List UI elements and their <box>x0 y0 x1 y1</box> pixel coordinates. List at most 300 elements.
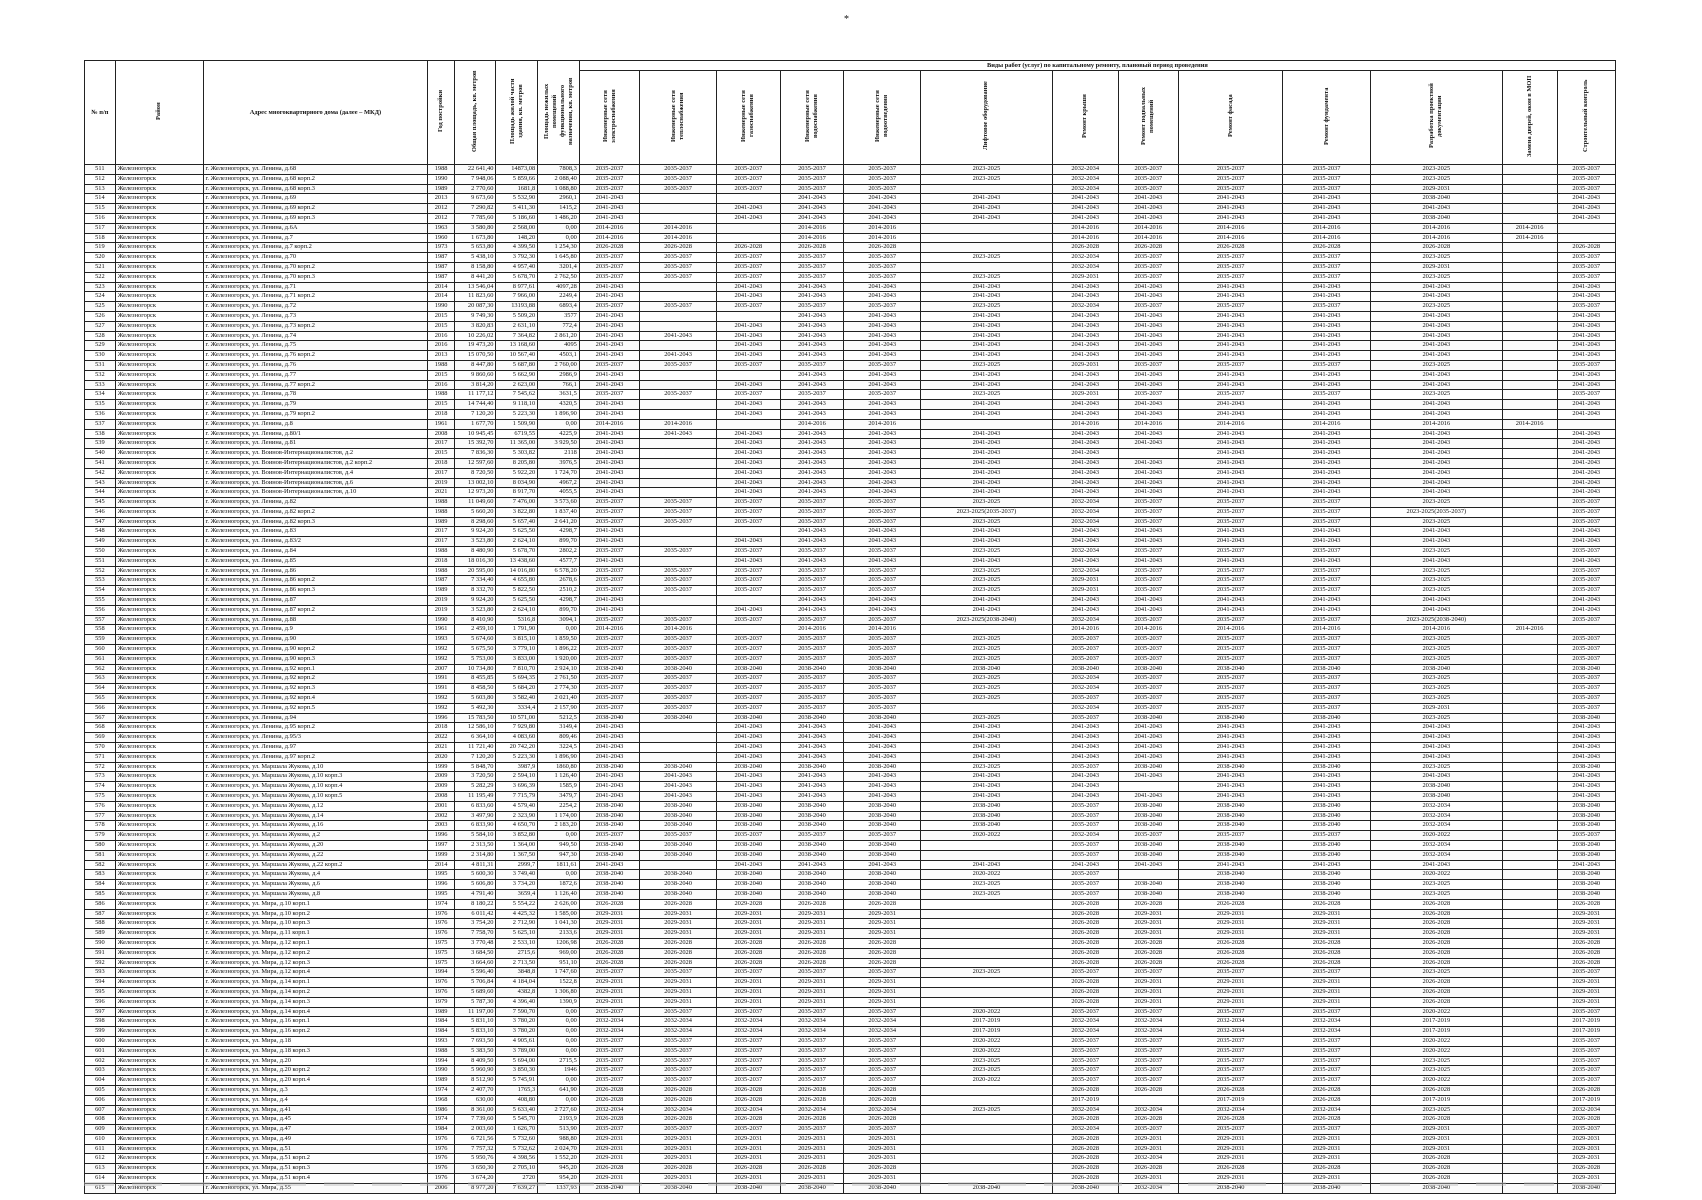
table-cell: 1990 <box>428 1066 454 1076</box>
table-cell: 2029-2031 <box>1118 987 1178 997</box>
table-cell: 2035-2037 <box>780 1046 844 1056</box>
table-cell: 566 <box>85 703 116 713</box>
table-cell: 2035-2037 <box>1557 1056 1615 1066</box>
table-cell: 2019 <box>428 596 454 606</box>
table-cell: 2021 <box>428 743 454 753</box>
table-cell: 2041-2043 <box>1283 213 1371 223</box>
table-cell: 2038-2040 <box>780 713 844 723</box>
table-row <box>85 978 1616 988</box>
table-cell: 2029-2031 <box>1371 184 1503 194</box>
table-cell: Железногорск <box>115 213 203 223</box>
table-cell: г. Железногорск, ул. Ленина, д.82 <box>203 498 428 508</box>
table-cell: 2023-2025 <box>1371 674 1503 684</box>
table-cell: 2035-2037 <box>717 694 781 704</box>
table-cell: 2035-2037 <box>1178 586 1282 596</box>
table-cell <box>717 370 781 380</box>
table-cell: 2014-2016 <box>1178 419 1282 429</box>
table-cell: 2035-2037 <box>844 1066 921 1076</box>
table-cell: 5 732,62 <box>496 1144 538 1154</box>
table-cell: 2035-2037 <box>717 586 781 596</box>
table-cell: 2041-2043 <box>1283 351 1371 361</box>
table-cell: 2032-2034 <box>717 1027 781 1037</box>
table-cell: 597 <box>85 1007 116 1017</box>
table-cell: 2041-2043 <box>844 556 921 566</box>
table-cell: 2023-2025 <box>921 713 1053 723</box>
table-cell: 5 303,82 <box>496 449 538 459</box>
table-cell: 2026-2028 <box>844 1085 921 1095</box>
table-cell: 2026-2028 <box>1118 1164 1178 1174</box>
table-cell: г. Железногорск, ул. Ленина, д.86 <box>203 566 428 576</box>
table-cell: 2041-2043 <box>1052 792 1118 802</box>
table-cell: 8 205,80 <box>496 458 538 468</box>
table-cell: г. Железногорск, ул. Ленина, д.69 корп.2 <box>203 204 428 214</box>
table-row <box>85 331 1616 341</box>
table-cell: 554 <box>85 586 116 596</box>
table-cell: 2038-2040 <box>780 870 844 880</box>
table-cell: 1 041,30 <box>538 919 580 929</box>
table-cell: 2041-2043 <box>844 282 921 292</box>
table-cell: г. Железногорск, ул. Ленина, д.73 <box>203 311 428 321</box>
table-cell: 583 <box>85 870 116 880</box>
table-cell: 2041-2043 <box>844 370 921 380</box>
table-cell: 2032-2034 <box>1371 850 1503 860</box>
table-row <box>85 870 1616 880</box>
table-cell: 2026-2028 <box>1557 1164 1615 1174</box>
table-cell: 10 226,02 <box>454 331 496 341</box>
table-cell: 2023-2025 <box>1371 654 1503 664</box>
table-cell: 2038-2040 <box>1283 801 1371 811</box>
table-cell: 1811,61 <box>538 860 580 870</box>
table-cell: 2035-2037 <box>1178 654 1282 664</box>
table-cell: 2032-2034 <box>1118 1017 1178 1027</box>
table-cell <box>1502 302 1557 312</box>
table-cell: 2254,2 <box>538 801 580 811</box>
table-cell: г. Железногорск, ул. Маршала Жукова, д.10 <box>203 762 428 772</box>
table-cell: 2041-2043 <box>717 792 781 802</box>
table-cell: 2041-2043 <box>1052 458 1118 468</box>
table-row <box>85 292 1616 302</box>
table-cell: 1860,80 <box>538 762 580 772</box>
table-cell: 2029-2031 <box>1557 1134 1615 1144</box>
table-cell: 1992 <box>428 645 454 655</box>
table-cell: 2029-2031 <box>1052 272 1118 282</box>
table-cell: 5 603,80 <box>454 694 496 704</box>
table-cell: 2035-2037 <box>780 1007 844 1017</box>
table-cell: 9 118,10 <box>496 400 538 410</box>
table-cell <box>717 527 781 537</box>
table-cell: 2041-2043 <box>780 449 844 459</box>
table-cell: 576 <box>85 801 116 811</box>
table-cell: 2035-2037 <box>1283 302 1371 312</box>
table-cell: 545 <box>85 498 116 508</box>
table-cell: 2 631,10 <box>496 321 538 331</box>
table-cell <box>921 948 1053 958</box>
table-cell: 2035-2037 <box>1283 586 1371 596</box>
table-cell: г. Железногорск, ул. Ленина, д.94 <box>203 713 428 723</box>
table-cell: 2035-2037 <box>1052 889 1118 899</box>
table-cell: 2001 <box>428 801 454 811</box>
table-cell: 2 761,50 <box>538 674 580 684</box>
table-cell <box>1502 605 1557 615</box>
table-cell: 2035-2037 <box>1557 703 1615 713</box>
table-cell: 2032-2034 <box>1371 811 1503 821</box>
table-cell: 2038-2040 <box>1178 811 1282 821</box>
table-cell: 2029-2031 <box>1118 1174 1178 1184</box>
table-cell: 2041-2043 <box>717 213 781 223</box>
table-cell: 2041-2043 <box>780 860 844 870</box>
table-cell: 2035-2037 <box>579 1056 639 1066</box>
work-header-3: Инженерные сети водоснабжения <box>780 71 844 165</box>
table-cell: 2038-2040 <box>1178 713 1282 723</box>
table-cell: 2026-2028 <box>1371 1115 1503 1125</box>
table-cell: 945,20 <box>538 1164 580 1174</box>
table-cell: 2038-2040 <box>1557 850 1615 860</box>
table-cell <box>1502 831 1557 841</box>
table-cell <box>1502 596 1557 606</box>
table-cell: 2022 <box>428 733 454 743</box>
table-cell: Железногорск <box>115 762 203 772</box>
table-cell <box>1502 1115 1557 1125</box>
table-cell: 2029-2031 <box>844 1144 921 1154</box>
table-cell: 2035-2037 <box>1118 1125 1178 1135</box>
table-cell: 2035-2037 <box>780 1056 844 1066</box>
table-cell: 2016 <box>428 331 454 341</box>
table-cell: 2035-2037 <box>579 831 639 841</box>
table-cell: 2035-2037 <box>780 507 844 517</box>
table-cell: 5212,5 <box>538 713 580 723</box>
table-cell: 590 <box>85 938 116 948</box>
table-cell: 2038-2040 <box>1371 1183 1503 1193</box>
table-cell: 2035-2037 <box>780 635 844 645</box>
table-cell: 809,46 <box>538 733 580 743</box>
table-cell: 5 411,30 <box>496 204 538 214</box>
table-cell: 2041-2043 <box>780 723 844 733</box>
table-cell: 2038-2040 <box>1557 811 1615 821</box>
table-cell <box>640 213 717 223</box>
table-cell: 573 <box>85 772 116 782</box>
table-row <box>85 223 1616 233</box>
table-cell: 603 <box>85 1066 116 1076</box>
table-cell: 4 655,80 <box>496 576 538 586</box>
table-cell: 2023-2025 <box>921 174 1053 184</box>
table-cell: 2038-2040 <box>1118 821 1178 831</box>
table-cell: 2038-2040 <box>1118 880 1178 890</box>
table-cell: 2029-2031 <box>1283 1154 1371 1164</box>
table-cell: 1963 <box>428 223 454 233</box>
table-cell: 2035-2037 <box>844 1125 921 1135</box>
table-cell <box>640 458 717 468</box>
table-cell <box>1118 1095 1178 1105</box>
table-cell: 2009 <box>428 782 454 792</box>
table-cell: 1 896,90 <box>538 409 580 419</box>
table-cell: 2041-2043 <box>717 782 781 792</box>
table-cell: 2041-2043 <box>844 439 921 449</box>
table-cell: 2041-2043 <box>844 409 921 419</box>
table-cell: 2041-2043 <box>717 860 781 870</box>
table-cell: 2015 <box>428 449 454 459</box>
table-cell: 6 011,42 <box>454 909 496 919</box>
table-cell: 2032-2034 <box>640 1105 717 1115</box>
table-cell: 2035-2037 <box>717 547 781 557</box>
table-cell: 2020-2022 <box>1371 870 1503 880</box>
table-cell: г. Железногорск, ул. Ленина, д.92 корп.5 <box>203 703 428 713</box>
table-cell: 2032-2034 <box>640 1027 717 1037</box>
table-cell: 2021 <box>428 488 454 498</box>
table-row <box>85 262 1616 272</box>
table-row <box>85 576 1616 586</box>
table-cell: 2017 <box>428 439 454 449</box>
table-cell: 2029-2031 <box>1371 703 1503 713</box>
table-row <box>85 478 1616 488</box>
table-cell: 2014-2016 <box>579 233 639 243</box>
table-cell: 2038-2040 <box>844 880 921 890</box>
table-cell: 2041-2043 <box>1118 321 1178 331</box>
table-cell: 2041-2043 <box>1052 331 1118 341</box>
table-cell: 2041-2043 <box>1371 429 1503 439</box>
table-cell: 2035-2037 <box>780 1066 844 1076</box>
table-cell <box>1502 292 1557 302</box>
table-cell: 2041-2043 <box>1283 527 1371 537</box>
table-cell: 3 779,10 <box>496 645 538 655</box>
table-cell: 2035-2037 <box>844 576 921 586</box>
table-cell <box>640 556 717 566</box>
table-cell: 1 552,20 <box>538 1154 580 1164</box>
table-cell: 2038-2040 <box>579 664 639 674</box>
table-cell: 1987 <box>428 262 454 272</box>
table-cell: 2802,2 <box>538 547 580 557</box>
table-cell: 2035-2037 <box>1118 635 1178 645</box>
table-cell: 2038-2040 <box>579 840 639 850</box>
table-cell: 2023-2025(2035-2037) <box>1371 507 1503 517</box>
table-cell: 2015 <box>428 370 454 380</box>
table-cell: 2023-2025(2038-2040) <box>1371 615 1503 625</box>
table-cell: Железногорск <box>115 527 203 537</box>
table-cell <box>1557 625 1615 635</box>
table-cell: 2035-2037 <box>1557 645 1615 655</box>
table-cell: 2041-2043 <box>1178 772 1282 782</box>
table-cell: г. Железногорск, ул. Ленина, д.85 <box>203 556 428 566</box>
table-cell: 571 <box>85 752 116 762</box>
table-cell: 2035-2037 <box>1118 674 1178 684</box>
table-cell: 2032-2034 <box>1052 165 1118 175</box>
table-cell: 2032-2034 <box>1118 1105 1178 1115</box>
table-cell: 2020-2022 <box>921 1036 1053 1046</box>
table-cell <box>1502 547 1557 557</box>
table-cell: 596 <box>85 997 116 1007</box>
table-row <box>85 488 1616 498</box>
table-cell: 585 <box>85 889 116 899</box>
table-cell: 3 789,00 <box>496 1046 538 1056</box>
table-cell: 2035-2037 <box>1557 831 1615 841</box>
table-cell: 2041-2043 <box>1557 537 1615 547</box>
table-cell: 2041-2043 <box>717 605 781 615</box>
table-cell: 0,00 <box>538 625 580 635</box>
table-cell: 2014-2016 <box>1118 223 1178 233</box>
table-cell <box>1118 782 1178 792</box>
table-cell: 7 364,82 <box>496 331 538 341</box>
table-cell: 2026-2028 <box>1371 1164 1503 1174</box>
table-cell: 2035-2037 <box>1118 566 1178 576</box>
table-cell: 2038-2040 <box>579 811 639 821</box>
table-cell <box>1502 517 1557 527</box>
table-cell: 2038-2040 <box>579 880 639 890</box>
table-cell: 1984 <box>428 1125 454 1135</box>
table-cell: 1976 <box>428 978 454 988</box>
table-cell: 2041-2043 <box>921 488 1053 498</box>
table-cell: Железногорск <box>115 243 203 253</box>
table-cell: 2038-2040 <box>780 840 844 850</box>
table-cell: 3 833,00 <box>496 654 538 664</box>
table-cell: 2035-2037 <box>1118 1056 1178 1066</box>
table-cell: 563 <box>85 674 116 684</box>
table-cell: 2032-2034 <box>1052 703 1118 713</box>
table-cell: 2999,7 <box>496 860 538 870</box>
table-cell: 1390,9 <box>538 997 580 1007</box>
table-cell: 2038-2040 <box>1557 664 1615 674</box>
table-row <box>85 625 1616 635</box>
table-cell: Железногорск <box>115 635 203 645</box>
table-cell <box>1502 1066 1557 1076</box>
table-cell <box>1502 880 1557 890</box>
table-cell: 947,30 <box>538 850 580 860</box>
table-cell: 2041-2043 <box>1052 772 1118 782</box>
table-cell: 2041-2043 <box>844 537 921 547</box>
table-row <box>85 409 1616 419</box>
work-header-0: Инженерные сети электроснабжения <box>579 71 639 165</box>
table-cell: Железногорск <box>115 860 203 870</box>
table-cell <box>921 987 1053 997</box>
table-cell: 2041-2043 <box>1557 292 1615 302</box>
table-cell: 2029-2031 <box>844 919 921 929</box>
table-cell: 2029-2028 <box>717 899 781 909</box>
table-cell <box>1502 919 1557 929</box>
table-cell: 2026-2028 <box>1557 958 1615 968</box>
table-cell: 2 924,10 <box>538 664 580 674</box>
table-cell: 2041-2043 <box>1118 351 1178 361</box>
table-cell: 2032-2034 <box>1283 1017 1371 1027</box>
table-cell: 2041-2043 <box>1283 400 1371 410</box>
table-cell: 2035-2037 <box>1283 262 1371 272</box>
table-cell <box>921 419 1053 429</box>
table-cell: 2041-2043 <box>1557 282 1615 292</box>
table-cell: Железногорск <box>115 1183 203 1193</box>
table-cell: 2014-2016 <box>640 625 717 635</box>
table-cell: 2041-2043 <box>1557 351 1615 361</box>
table-cell: 2032-2034 <box>1371 840 1503 850</box>
table-cell: 2029-2031 <box>844 1174 921 1184</box>
table-cell: 2035-2037 <box>1178 674 1282 684</box>
table-cell: 2038-2040 <box>717 880 781 890</box>
table-row <box>85 801 1616 811</box>
table-cell: 2006 <box>428 1183 454 1193</box>
table-cell: 4320,5 <box>538 400 580 410</box>
table-cell: 2029-2031 <box>717 978 781 988</box>
table-cell: 1 724,70 <box>538 468 580 478</box>
table-cell: 2041-2043 <box>579 752 639 762</box>
table-cell <box>1557 223 1615 233</box>
table-cell: 5 532,90 <box>496 194 538 204</box>
table-cell: 2041-2043 <box>844 449 921 459</box>
table-cell: 2029-2031 <box>579 978 639 988</box>
table-cell: 2029-2031 <box>1283 987 1371 997</box>
table-cell: 0,00 <box>538 1007 580 1017</box>
table-row <box>85 997 1616 1007</box>
table-cell: 2026-2028 <box>640 948 717 958</box>
table-cell: 1 367,50 <box>496 850 538 860</box>
table-cell: 2038-2040 <box>640 840 717 850</box>
table-cell: 2029-2031 <box>1118 997 1178 1007</box>
table-cell: 2023-2025 <box>921 1105 1053 1115</box>
table-cell: 2032-2034 <box>1052 615 1118 625</box>
col-year-header: Год постройки <box>428 61 454 165</box>
table-cell: 2041-2043 <box>1052 537 1118 547</box>
table-row <box>85 586 1616 596</box>
table-cell: 575 <box>85 792 116 802</box>
table-cell: Железногорск <box>115 204 203 214</box>
table-cell: г. Железногорск, ул. Ленина, д.90 корп.3 <box>203 654 428 664</box>
table-cell: 2035-2037 <box>1557 1036 1615 1046</box>
table-cell: Железногорск <box>115 429 203 439</box>
table-row <box>85 1076 1616 1086</box>
table-cell: Железногорск <box>115 938 203 948</box>
table-cell: 2035-2037 <box>640 831 717 841</box>
table-cell: 2 641,20 <box>538 517 580 527</box>
table-cell: 2029-2031 <box>844 987 921 997</box>
table-cell: 2038-2040 <box>921 811 1053 821</box>
table-cell: 2035-2037 <box>1283 694 1371 704</box>
table-cell: 2017 <box>428 527 454 537</box>
table-cell: г. Железногорск, ул. Ленина, д.68 <box>203 165 428 175</box>
table-cell: 2041-2043 <box>780 772 844 782</box>
table-cell: 2035-2037 <box>1052 880 1118 890</box>
table-cell: 2035-2037 <box>579 272 639 282</box>
table-cell: г. Железногорск, ул. Ленина, д.68 корп.3 <box>203 184 428 194</box>
table-cell: 2023-2025 <box>1371 253 1503 263</box>
table-cell: 2041-2043 <box>921 605 1053 615</box>
table-cell: 2029-2031 <box>717 919 781 929</box>
table-cell: г. Железногорск, ул. Ленина, д.97 <box>203 743 428 753</box>
table-cell: 2035-2037 <box>844 566 921 576</box>
table-cell: 2035-2037 <box>1557 654 1615 664</box>
table-cell: 5 950,76 <box>454 1154 496 1164</box>
table-cell <box>1502 458 1557 468</box>
table-cell: 2035-2037 <box>1118 1007 1178 1017</box>
table-cell: 2026-2028 <box>640 1164 717 1174</box>
table-cell: 2029-2031 <box>1178 929 1282 939</box>
table-cell: 2041-2043 <box>1052 556 1118 566</box>
table-cell <box>640 282 717 292</box>
table-cell: 3 852,80 <box>496 831 538 841</box>
table-cell: 2041-2043 <box>844 743 921 753</box>
table-row <box>85 311 1616 321</box>
table-cell: 8 332,70 <box>454 586 496 596</box>
table-cell: 954,20 <box>538 1174 580 1184</box>
table-cell: 2029-2031 <box>780 1154 844 1164</box>
table-cell: г. Железногорск, ул. Маршала Жукова, д.22 <box>203 850 428 860</box>
table-cell: 2041-2043 <box>1283 752 1371 762</box>
table-cell: 2035-2037 <box>579 566 639 576</box>
table-cell: 2038-2040 <box>844 801 921 811</box>
table-cell: 2035-2037 <box>717 174 781 184</box>
table-cell: 2023-2025 <box>921 576 1053 586</box>
table-cell: 3 792,30 <box>496 253 538 263</box>
table-cell: 2041-2043 <box>921 733 1053 743</box>
table-cell: 519 <box>85 243 116 253</box>
table-cell: 2035-2037 <box>1052 840 1118 850</box>
table-cell: 2032-2034 <box>1283 1027 1371 1037</box>
table-cell: 5 606,80 <box>454 880 496 890</box>
table-cell: 408,80 <box>496 1095 538 1105</box>
